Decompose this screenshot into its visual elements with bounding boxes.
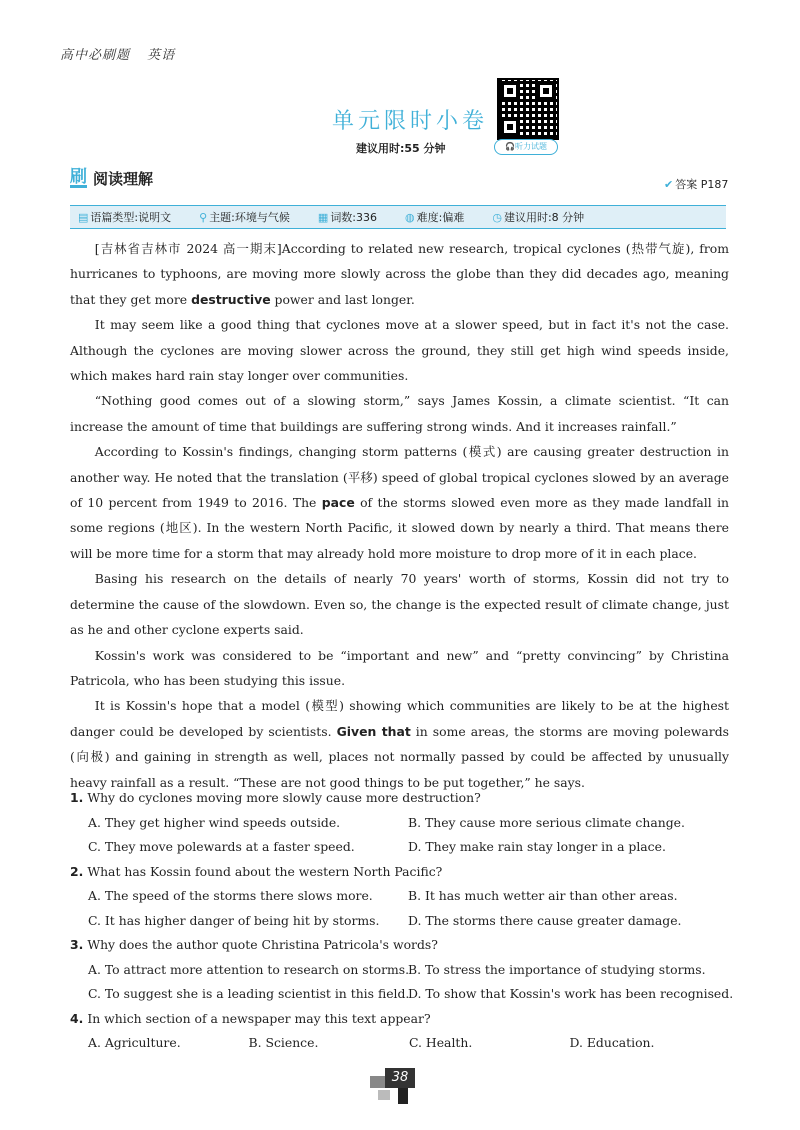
document-icon: ▤	[78, 211, 89, 224]
option[interactable]: D. They make rain stay longer in a place.	[408, 839, 666, 854]
paragraph-3: “Nothing good comes out of a slowing storm,” says James Kossin, a climate scientist. “It can increase the amount of time that buildings are suffering strong winds. And it increases rainfall.”	[70, 393, 729, 434]
question-1: 1. Why do cyclones moving more slowly cause more destruction? A. They get higher wind speeds outside. B. They cause more serious climate change. C. They move polewards at a faster speed. D. They make rain stay longer in a place.	[70, 786, 730, 860]
suggested-time: 建议用时:55 分钟	[356, 142, 446, 155]
section-name: 阅读理解	[93, 170, 154, 188]
info-theme: ⚲ 主题:环境与气候	[199, 211, 290, 224]
check-icon: ✔	[664, 178, 674, 191]
page-decoration	[370, 1076, 385, 1088]
option[interactable]: A. To attract more attention to research on storms.	[88, 961, 410, 977]
listening-test-badge[interactable]: 🎧听力试题	[494, 139, 558, 155]
option[interactable]: A. The speed of the storms there slows more.	[88, 888, 373, 903]
passage-info-bar	[70, 205, 726, 229]
section-heading	[70, 168, 153, 189]
question-4: 4. In which section of a newspaper may this text appear? A. Agriculture. B. Science. C. Health. D. Education.	[70, 1007, 730, 1056]
paragraph-7: It is Kossin's hope that a model (模型) showing which communities are likely to be at the highest danger could be developed by scientists. Given that in some areas, the storms are moving polewards (向极) and gaining in strength as well, places not normally passed by could be affected by unusually heavy rainfall as a result. “These are not good things to be put together,” he says.	[70, 698, 729, 790]
option[interactable]: B. To stress the importance of studying storms.	[408, 961, 706, 977]
option[interactable]: A. Agriculture.	[88, 1035, 181, 1050]
paragraph-2: It may seem like a good thing that cyclones move at a slower speed, but in fact it's not the case. Although the cyclones are moving slower across the ground, they still get high wind speeds inside, which makes hard rain stay longer over communities.	[70, 317, 729, 384]
headphones-icon: 🎧	[505, 142, 515, 151]
info-genre: ▤ 语篇类型:说明文	[78, 211, 172, 224]
option[interactable]: C. Health.	[409, 1035, 473, 1050]
option[interactable]: B. Science.	[248, 1035, 319, 1050]
magnifier-icon: ⚲	[199, 211, 208, 224]
option[interactable]: A. They get higher wind speeds outside.	[88, 814, 341, 830]
question-list	[70, 786, 734, 1056]
reading-passage	[70, 236, 729, 795]
subject-name: 英语	[147, 48, 176, 63]
option[interactable]: D. Education.	[569, 1035, 655, 1050]
answer-reference: ✔ 答案 P187	[664, 178, 729, 191]
option[interactable]: B. They cause more serious climate change.	[408, 814, 685, 830]
question-2: 2. What has Kossin found about the western North Pacific? A. The speed of the storms there slows more. B. It has much wetter air than other areas. C. It has higher danger of being hit by storms. D. The storms there cause greater damage.	[70, 860, 730, 934]
clock-icon: ◷	[492, 211, 502, 224]
info-difficulty: ◍ 难度:偏难	[405, 211, 465, 224]
count-icon: ▦	[317, 211, 329, 224]
page-number: 38	[385, 1068, 415, 1088]
paragraph-6: Kossin's work was considered to be “important and new” and “pretty convincing” by Christina Patricola, who has been studying this issue.	[70, 647, 729, 688]
section-mark: 刷	[70, 167, 87, 187]
book-name: 高中必刷题	[60, 48, 131, 63]
page-decoration	[378, 1090, 390, 1100]
paragraph-1: [吉林省吉林市 2024 高一期末]According to related new research, tropical cyclones (热带气旋), from hurricanes to typhoons, are moving more slowly across the globe than they did decades ago, meaning that they get more destructive power and last longer.	[70, 241, 729, 307]
page-title: 单元限时小卷	[332, 109, 489, 134]
option[interactable]: D. The storms there cause greater damage.	[408, 912, 682, 928]
option[interactable]: C. It has higher danger of being hit by storms.	[88, 912, 380, 928]
question-3: 3. Why does the author quote Christina Patricola's words? A. To attract more attention to research on storms. B. To stress the importance of studying storms. C. To suggest she is a leading scientist in this field. D. To show that Kossin's work has been recognised.	[70, 933, 730, 1007]
page-decoration	[398, 1088, 408, 1104]
paragraph-4: According to Kossin's findings, changing storm patterns (模式) are causing greater destruction in another way. He noted that the translation (平移) speed of global tropical cyclones slowed by an average of 10 percent from 1949 to 2016. The pace of the storms slowed even more as they made landfall in some regions (地区). In the western North Pacific, it slowed down by nearly a third. That means there will be more time for a storm that may already hold more moisture to drop more of it in each place.	[70, 444, 730, 561]
info-time: ◷ 建议用时:8 分钟	[492, 211, 585, 224]
option[interactable]: C. To suggest she is a leading scientist in this field.	[88, 986, 410, 1001]
paragraph-5: Basing his research on the details of nearly 70 years' worth of storms, Kossin did not try to determine the cause of the slowdown. Even so, the change is the expected result of climate change, just as he and other cyclone experts said.	[70, 571, 729, 638]
qr-code-icon[interactable]	[497, 78, 559, 140]
option[interactable]: C. They move polewards at a faster speed.	[88, 839, 355, 854]
option[interactable]: D. To show that Kossin's work has been recognised.	[408, 986, 734, 1001]
info-word-count: ▦ 词数:336	[317, 211, 378, 224]
running-header	[60, 44, 187, 63]
option[interactable]: B. It has much wetter air than other areas.	[408, 888, 678, 903]
difficulty-icon: ◍	[405, 211, 415, 224]
